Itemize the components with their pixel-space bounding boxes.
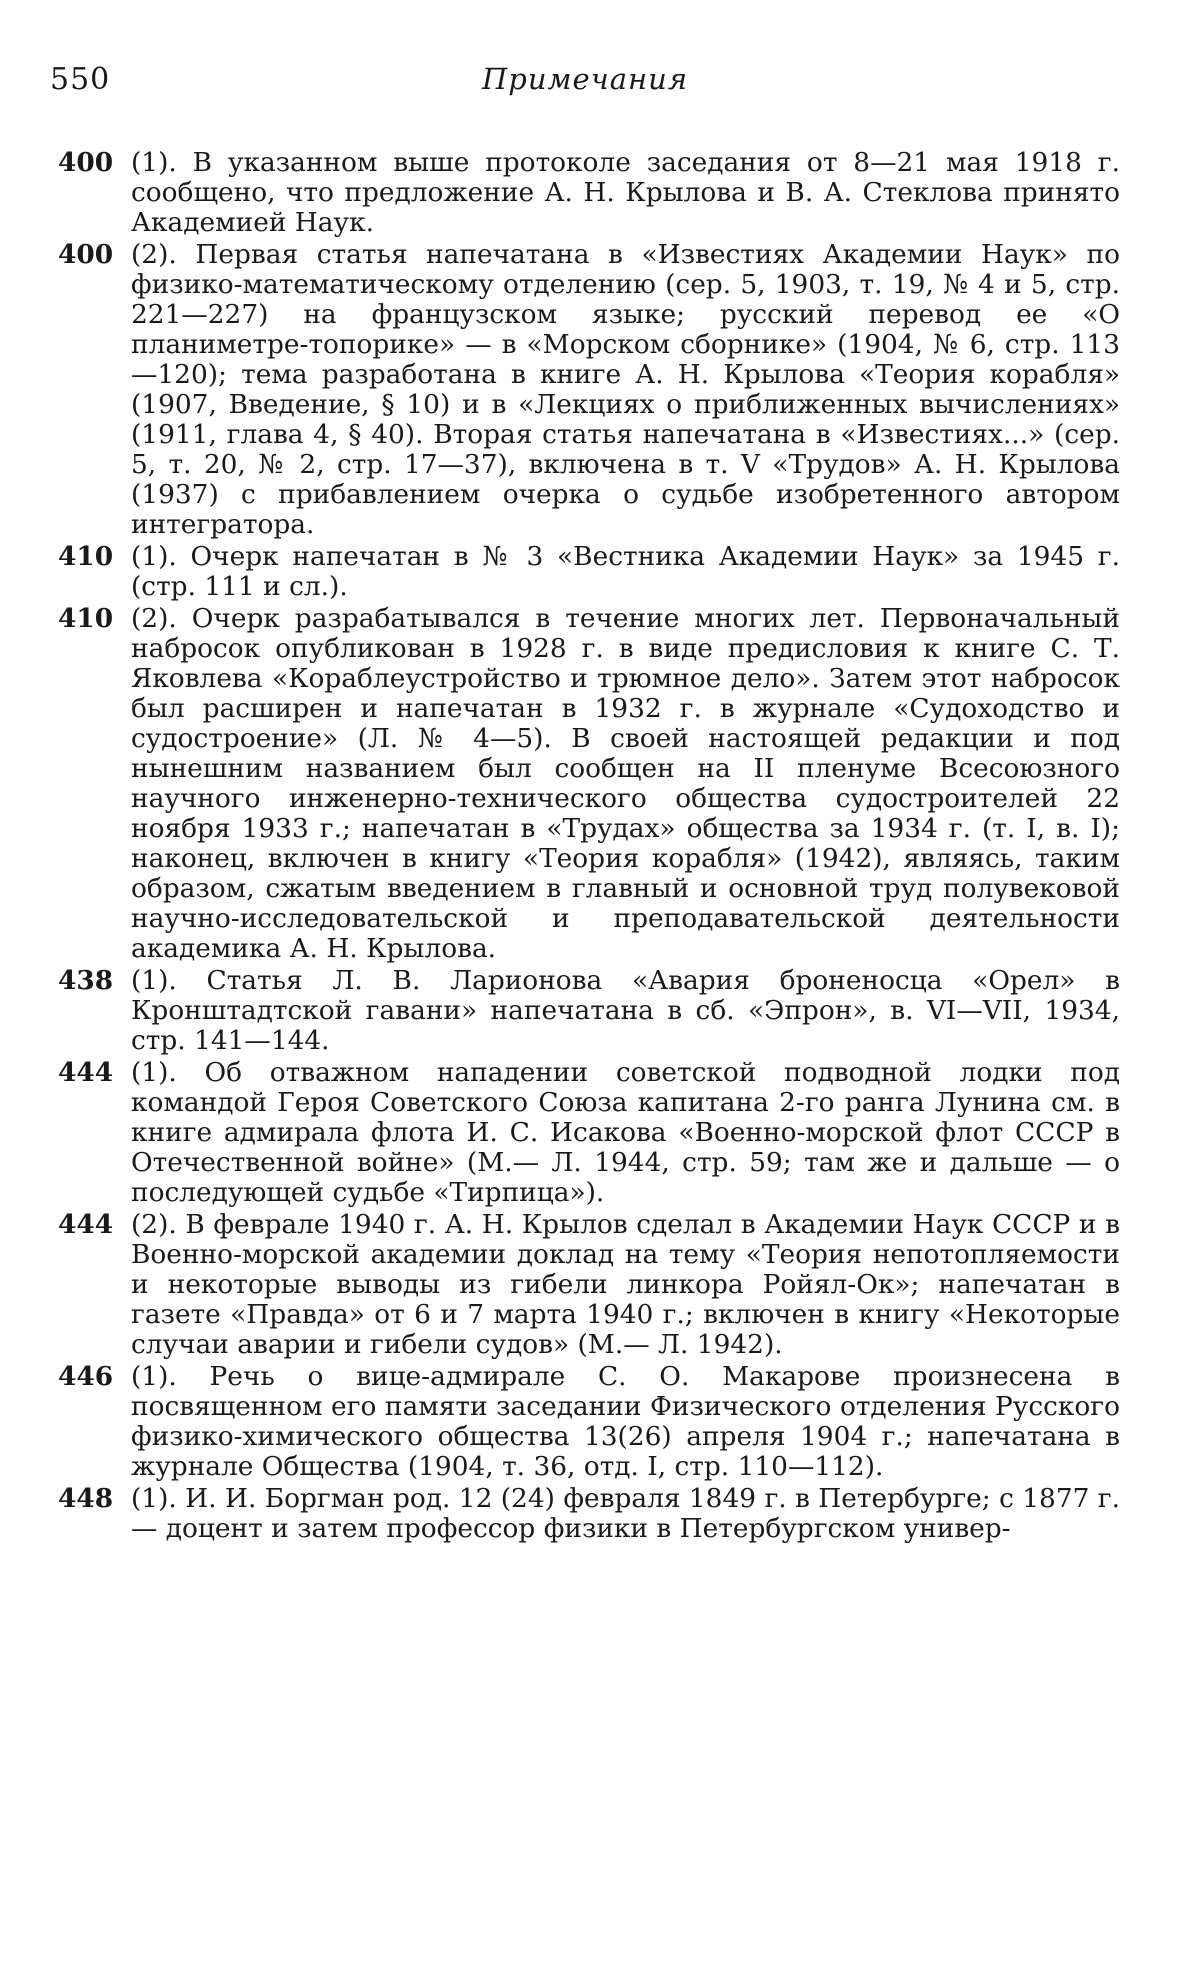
running-title: Примечания <box>50 62 1120 96</box>
note-page-ref: 446 <box>58 1362 113 1392</box>
note-text: (1). Об отважном нападении советской подводной лодки под командой Героя Советского Союза капитана 2-го ранга Лунина см. в книге адмирала флота И. С. Исакова «Военно-морской флот СССР в Отечественной войне» (М.— Л. 1944, стр. 59; там же и дальше — о последующей судьбе «Тирпица»). <box>131 1058 1120 1208</box>
note-text: (2). Очерк разрабатывался в течение многих лет. Первоначальный набросок опубликован в 1928 г. в виде предисловия к книге С. Т. Яковлева «Кораблеустройство и трюмное дело». Затем этот набросок был расширен и напечатан в 1932 г. в журнале «Судоходство и судостроение» (Л. № 4—5). В своей настоящей редакции и под нынешним названием был сообщен на II пленуме Всесоюзного научного инженерно-технического общества судостроителей 22 ноября 1933 г.; напечатан в «Трудах» общества за 1934 г. (т. I, в. I); наконец, включен в книгу «Теория корабля» (1942), являясь, таким образом, сжатым введением в главный и основной труд полувековой научно-исследовательской и преподавательской деятельности академика А. Н. Крылова. <box>131 604 1120 964</box>
note-page-ref: 400 <box>58 240 113 270</box>
note-page-ref: 410 <box>58 604 113 634</box>
note-text: (1). Речь о вице-адмирале С. О. Макарове произнесена в посвященном его памяти заседании Физического отделения Русского физико-химического общества 13(26) апреля 1904 г.; напечатана в журнале Общества (1904, т. 36, отд. I, стр. 110—112). <box>131 1362 1120 1482</box>
page-number: 550 <box>50 62 110 97</box>
note-text: (1). И. И. Боргман род. 12 (24) февраля 1849 г. в Петербурге; с 1877 г.— доцент и затем профессор физики в Петербургском универ- <box>131 1484 1120 1544</box>
note-item <box>58 604 1120 964</box>
note-text: (2). В феврале 1940 г. А. Н. Крылов сделал в Академии Наук СССР и в Военно-морской академии доклад на тему «Теория непотопляемости и некоторые выводы из гибели линкора Ройял-Ок»; напечатан в газете «Правда» от 6 и 7 марта 1940 г.; включен в книгу «Некоторые случаи аварии и гибели судов» (М.— Л. 1942). <box>131 1210 1120 1360</box>
note-item <box>58 1058 1120 1208</box>
note-text: (2). Первая статья напечатана в «Известиях Академии Наук» по физико-математическому отделению (сер. 5, 1903, т. 19, № 4 и 5, стр. 221—227) на французском языке; русский перевод ее «О планиметре-топорике» — в «Морском сборнике» (1904, № 6, стр. 113—120); тема разработана в книге А. Н. Крылова «Теория корабля» (1907, Введение, § 10) и в «Лекциях о приближенных вычислениях» (1911, глава 4, § 40). Вторая статья напечатана в «Известиях...» (сер. 5, т. 20, № 2, стр. 17—37), включена в т. V «Трудов» А. Н. Крылова (1937) с прибавлением очерка о судьбе изобретенного автором интегратора. <box>131 240 1120 540</box>
note-page-ref: 448 <box>58 1484 113 1514</box>
note-item <box>58 1210 1120 1360</box>
note-page-ref: 438 <box>58 966 113 996</box>
notes-list <box>58 148 1120 1544</box>
page-header <box>50 62 1120 112</box>
note-page-ref: 400 <box>58 148 113 178</box>
note-item <box>58 966 1120 1056</box>
note-item <box>58 148 1120 238</box>
note-text: (1). Очерк напечатан в № 3 «Вестника Академии Наук» за 1945 г. (стр. 111 и сл.). <box>131 542 1120 602</box>
note-item <box>58 240 1120 540</box>
note-item <box>58 1484 1120 1544</box>
note-item <box>58 1362 1120 1482</box>
note-page-ref: 410 <box>58 542 113 572</box>
note-page-ref: 444 <box>58 1210 113 1240</box>
note-item <box>58 542 1120 602</box>
note-text: (1). В указанном выше протоколе заседания от 8—21 мая 1918 г. сообщено, что предложение А. Н. Крылова и В. А. Стеклова принято Академией Наук. <box>131 148 1120 238</box>
note-text: (1). Статья Л. В. Ларионова «Авария броненосца «Орел» в Кронштадтской гавани» напечатана в сб. «Эпрон», в. VI—VII, 1934, стр. 141—144. <box>131 966 1120 1056</box>
note-page-ref: 444 <box>58 1058 113 1088</box>
